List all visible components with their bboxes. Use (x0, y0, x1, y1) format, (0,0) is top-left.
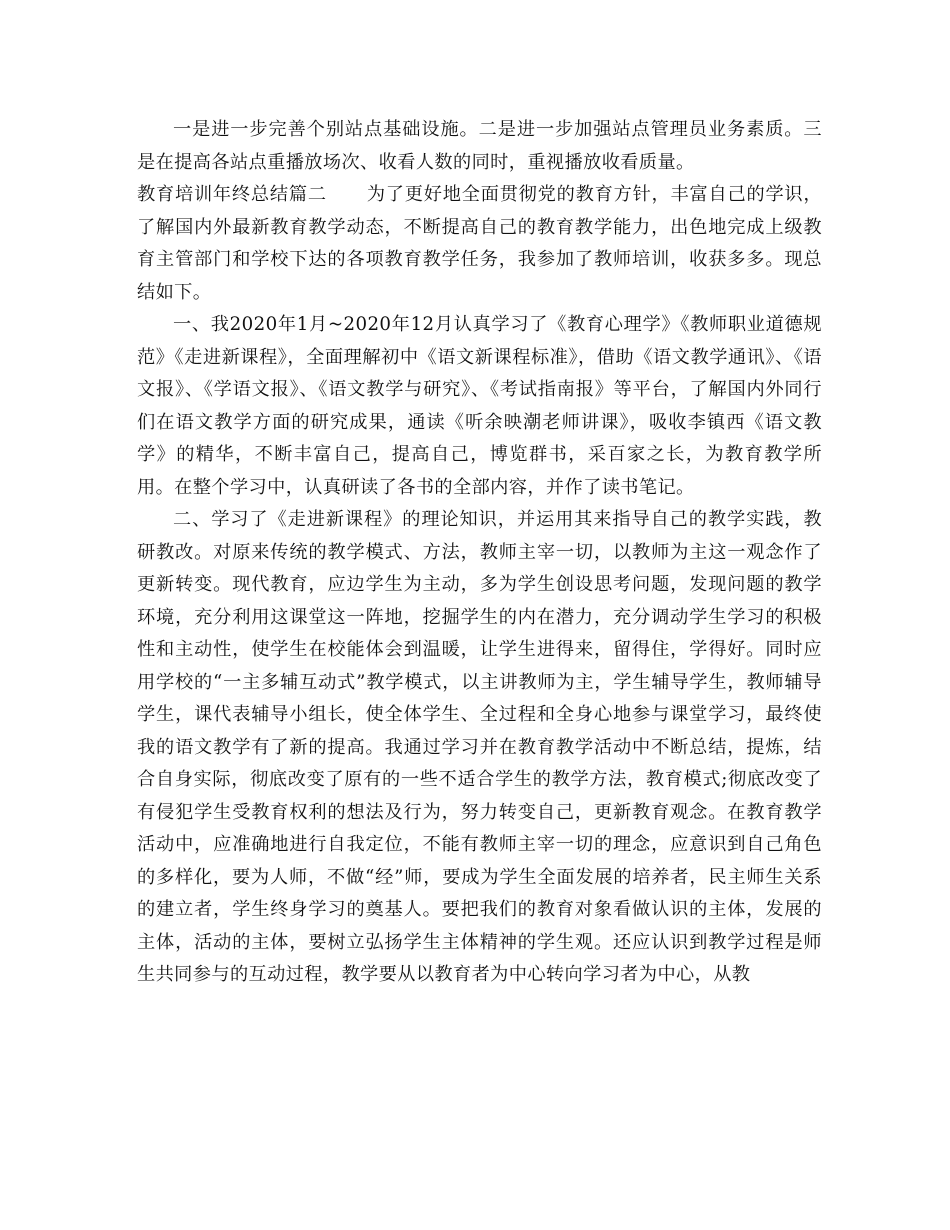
paragraph-2-text: 为了更好地全面贯彻党的教育方针，丰富自己的学识，了解国内外最新教育教学动态，不断提高自己的教育教学能力，出色地完成上级教育主管部门和学校下达的各项教育教学任务，我参加了教师培训，收获多多。现总结如下。 (137, 184, 822, 303)
paragraph-4: 二、学习了《走进新课程》的理论知识，并运用其来指导自己的教学实践，教研教改。对原来传统的教学模式、方法，教师主宰一切，以教师为主这一观念作了更新转变。现代教育，应边学生为主动，多为学生创设思考问题，发现问题的教学环境，充分利用这课堂这一阵地，挖掘学生的内在潜力，充分调动学生学习的积极性和主动性，使学生在校能体会到温暖，让学生进得来，留得住，学得好。同时应用学校的“一主多辅互动式”教学模式，以主讲教师为主，学生辅导学生，教师辅导学生，课代表辅导小组长，使全体学生、全过程和全身心地参与课堂学习，最终使我的语文教学有了新的提高。我通过学习并在教育教学活动中不断总结，提炼，结合自身实际，彻底改变了原有的一些不适合学生的教学方法，教育模式;彻底改变了有侵犯学生受教育权利的想法及行为，努力转变自己，更新教育观念。在教育教学活动中，应准确地进行自我定位，不能有教师主宰一切的理念，应意识到自己角色的多样化，要为人师，不做“经”师，要成为学生全面发展的培养者，民主师生关系的建立者，学生终身学习的奠基人。要把我们的教育对象看做认识的主体，发展的主体，活动的主体，要树立弘扬学生主体精神的学生观。还应认识到教学过程是师生共同参与的互动过程，教学要从以教育者为中心转向学习者为中心，从教 (137, 509, 822, 985)
paragraph-1: 一是进一步完善个别站点基础设施。二是进一步加强站点管理员业务素质。三是在提高各站点重播放场次、收看人数的同时，重视播放收看质量。 (137, 119, 822, 173)
paragraph-3: 一、我2020年1月~2020年12月认真学习了《教育心理学》《教师职业道德规范》《走进新课程》，全面理解初中《语文新课程标准》，借助《语文教学通讯》、《语文报》、《学语文报》、《语文教学与研究》、《考试指南报》等平台，了解国内外同行们在语文教学方面的研究成果，通读《听余映潮老师讲课》，吸收李镇西《语文教学》的精华，不断丰富自己，提高自己，博览群书，采百家之长，为教育教学所用。在整个学习中，认真研读了各书的全部内容，并作了读书笔记。 (137, 314, 822, 498)
section-title: 教育培训年终总结篇二 (137, 184, 327, 205)
document-body (137, 114, 822, 992)
paragraph-2 (137, 179, 822, 309)
